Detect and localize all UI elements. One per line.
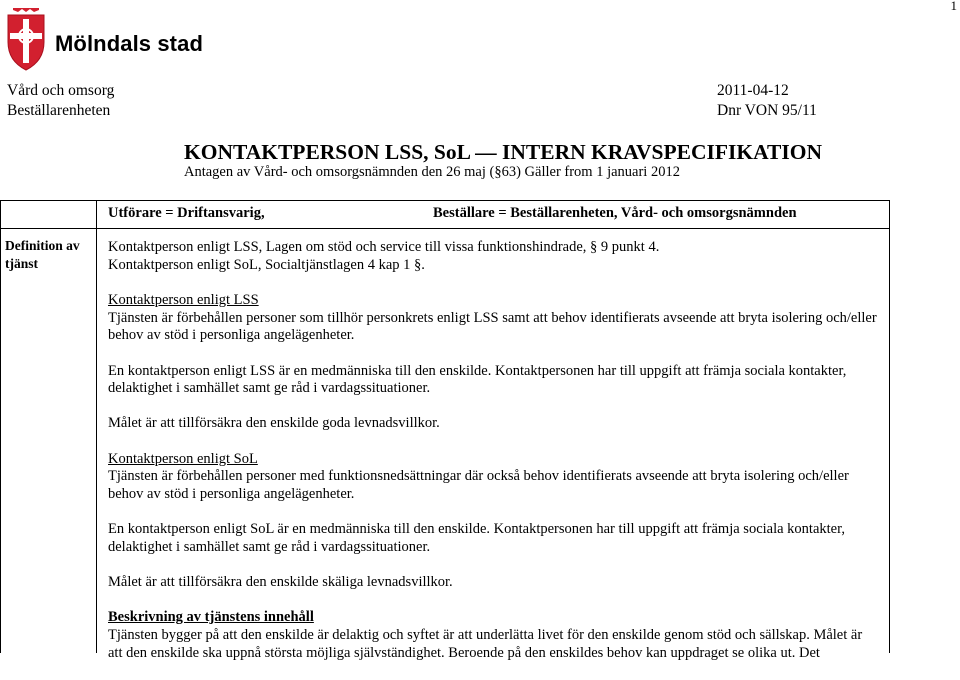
sol-heading: Kontaktperson enligt SoL [108,450,258,467]
sol-paragraph-1: Tjänsten är förbehållen personer med funktionsnedsättningar där också behov identifierats avseende att bryta isolering och/eller behov av stöd i personliga angelägenheter. [108,468,849,503]
logo [6,6,203,72]
table-column-divider [96,200,97,653]
unit: Beställarenheten [7,102,111,119]
sol-paragraph-2: En kontaktperson enligt SoL är en medmänniska till den enskilde. Kontaktpersonen har till uppgift att främja sociala kontakter, delaktighet i samhället samt ge råd i vardagssituationer. [108,521,845,555]
intro-lss: Kontaktperson enligt LSS, Lagen om stöd och service till vissa funktionshindrade, § 9 punkt 4. [108,239,660,255]
document-number: Dnr VON 95/11 [717,102,817,119]
lss-paragraph-3: Målet är att tillförsäkra den enskilde goda levnadsvillkor. [108,415,440,432]
definition-content [108,239,878,680]
description-paragraph: Tjänsten bygger på att den enskilde är delaktig och syftet är att underlätta livet för den enskilde genom stöd och sällskap. Målet är att den enskilde ska uppnå största möjliga självständighet. Beroende på den enskildes behov kan uppdraget se olika ut. Det [108,627,863,661]
sol-paragraph-3: Målet är att tillförsäkra den enskilde skäliga levnadsvillkor. [108,574,453,591]
coat-of-arms-icon [6,6,46,72]
document-subtitle: Antagen av Vård- och omsorgsnämnden den 26 maj (§63) Gäller from 1 januari 2012 [184,164,680,180]
lss-paragraph-1: Tjänsten är förbehållen personer som tillhör personkrets enligt LSS samt att behov identifierats avseende att bryta isolering och/eller behov av stöd i personliga angelägenheter. [108,309,877,344]
column-header-provider: Utförare = Driftansvarig, [108,205,265,221]
logo-text: Mölndals stad [55,31,203,56]
table-header-border [0,228,890,229]
page-number: 1 [950,0,957,13]
document-date: 2011-04-12 [717,82,789,99]
document-title: KONTAKTPERSON LSS, SoL — INTERN KRAVSPECIFIKATION [184,140,822,164]
intro-sol: Kontaktperson enligt SoL, Socialtjänstlagen 4 kap 1 §. [108,256,425,273]
header-left [7,81,114,121]
table-top-border [0,200,890,201]
description-heading: Beskrivning av tjänstens innehåll [108,609,314,626]
header-right [717,81,817,121]
row-label-definition: Definition av tjänst [5,238,80,271]
lss-heading: Kontaktperson enligt LSS [108,291,259,308]
table-left-border [0,200,1,653]
lss-paragraph-2: En kontaktperson enligt LSS är en medmänniska till den enskilde. Kontaktpersonen har till uppgift att främja sociala kontakter, delaktighet i samhället samt ge råd i vardagssituationer. [108,362,847,397]
column-header-orderer: Beställare = Beställarenheten, Vård- och omsorgsnämnden [433,205,797,221]
department: Vård och omsorg [7,82,115,99]
table-right-border [889,200,890,653]
